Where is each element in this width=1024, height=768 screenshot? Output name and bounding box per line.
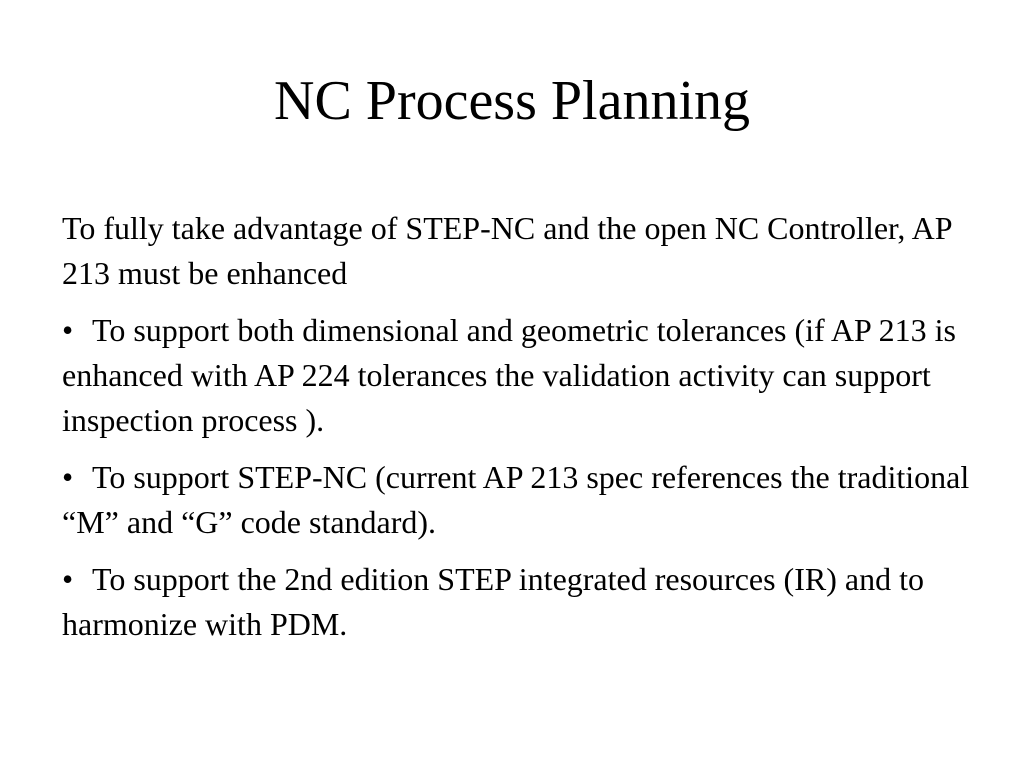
bullet-icon: • [62, 459, 74, 495]
intro-paragraph: To fully take advantage of STEP-NC and the open NC Controller, AP 213 must be enhanced [62, 210, 952, 291]
slide-body [62, 206, 972, 659]
bullet-text: To support STEP-NC (current AP 213 spec references the traditional “M” and “G” code standard). [62, 459, 970, 540]
bullet-item [62, 557, 972, 647]
slide-title: NC Process Planning [274, 70, 750, 132]
bullet-icon: • [62, 561, 74, 597]
bullet-icon: • [62, 312, 74, 348]
bullet-text: To support both dimensional and geometric tolerances (if AP 213 is enhanced with AP 224 tolerances the validation activity can support inspection process ). [62, 312, 956, 438]
bullet-item [62, 308, 972, 443]
bullet-text: To support the 2nd edition STEP integrated resources (IR) and to harmonize with PDM. [62, 561, 924, 642]
bullet-item [62, 455, 972, 545]
